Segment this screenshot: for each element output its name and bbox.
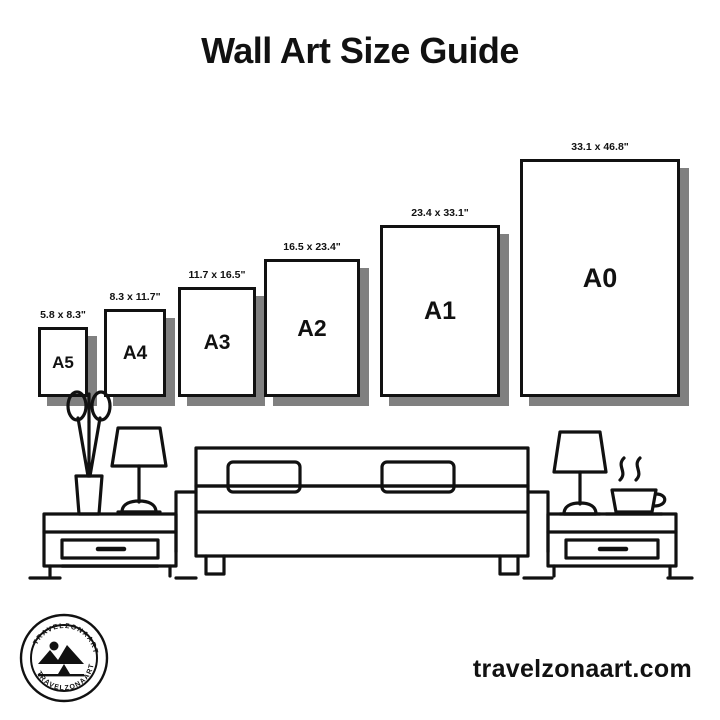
leaf-left (68, 392, 86, 420)
logo-ground-line (38, 674, 84, 676)
frame-size-name: A4 (122, 342, 148, 364)
mattress (196, 486, 528, 556)
frame-dimension-label: 23.4 x 33.1" (411, 207, 469, 219)
frame-size-name: A2 (297, 314, 327, 341)
vase-with-plant (68, 392, 110, 514)
frame-item-a2 (264, 241, 360, 397)
bed (176, 448, 548, 574)
logo-text-top: TRAVELZONAART (32, 622, 99, 655)
bed-leg-left (206, 556, 224, 574)
steam-1 (620, 458, 624, 480)
logo-moon-icon (50, 642, 59, 651)
brand-logo (18, 612, 110, 704)
leaf-right (92, 392, 110, 420)
frame-size-row (0, 112, 720, 397)
logo-scene (38, 642, 84, 677)
frame-size-name: A0 (582, 262, 618, 293)
frame-item-a0 (520, 141, 680, 397)
bedroom-scene-svg (0, 380, 720, 605)
frame-size-name: A1 (424, 296, 456, 325)
frame-dimension-label: 5.8 x 8.3" (40, 309, 86, 321)
frame-dimension-label: 8.3 x 11.7" (109, 291, 161, 303)
website-url: travelzonaart.com (472, 655, 692, 683)
steam-2 (636, 458, 640, 480)
frame-dimension-label: 11.7 x 16.5" (188, 269, 246, 281)
bed-sheet-drape-right (528, 492, 548, 552)
frame-size-name: A3 (203, 330, 231, 354)
nightstand-right (548, 514, 676, 576)
logo-mountain-icon (38, 645, 84, 664)
bed-leg-right (500, 556, 518, 574)
frame-size-name: A5 (52, 352, 74, 372)
lampshade-right (554, 432, 606, 472)
frame-item-a1 (380, 207, 500, 397)
table-lamp-right (554, 432, 606, 514)
logo-tree-icon (58, 664, 70, 674)
frame-a0 (520, 159, 680, 397)
bedroom-illustration (0, 380, 720, 605)
plant-stems (78, 418, 100, 476)
cup-body (612, 490, 656, 512)
table-lamp-left (112, 428, 166, 512)
bed-sheet-drape-left (176, 492, 196, 552)
coffee-cup (606, 458, 665, 514)
frame-a1 (380, 225, 500, 397)
frame-dimension-label: 16.5 x 23.4" (283, 241, 341, 253)
page-title: Wall Art Size Guide (201, 30, 519, 71)
lampshade-left (112, 428, 166, 466)
brand-logo-svg (18, 612, 110, 704)
headboard (196, 448, 528, 486)
frame-dimension-label: 33.1 x 46.8" (571, 141, 629, 153)
vase (76, 476, 102, 514)
frame-a2 (264, 259, 360, 397)
logo-text-bottom: TRAVELZONAART (35, 662, 96, 693)
